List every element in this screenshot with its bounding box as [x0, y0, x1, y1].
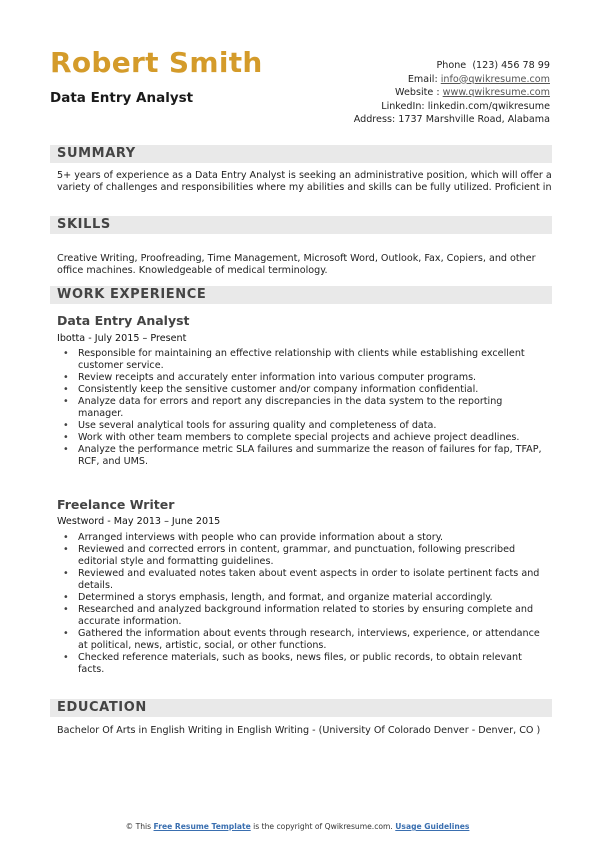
job-2-meta: Westword - May 2013 – June 2015: [57, 516, 221, 527]
contact-website: [354, 86, 550, 100]
experience-heading: WORK EXPERIENCE: [57, 287, 207, 302]
email-link[interactable]: info@qwikresume.com: [440, 73, 550, 85]
contact-address: [354, 113, 550, 127]
experience-section-bar: [50, 286, 552, 304]
education-text: Bachelor Of Arts in English Writing in English Writing - (University Of Colorado Denver - Denver, CO ): [57, 725, 541, 736]
job-2-bullets: [57, 532, 547, 676]
linkedin-label: LinkedIn:: [381, 100, 425, 112]
list-item: • Work with other team members to complete special projects and achieve project deadlines.: [57, 432, 547, 444]
page-footer: [0, 822, 595, 831]
list-item: • Determined a storys emphasis, length, and format, and organize material accordingly.: [57, 592, 547, 604]
job-2-role: Freelance Writer: [57, 497, 175, 512]
list-item: • Researched and analyzed background information related to stories by ensuring complete and accurate information.: [57, 604, 547, 628]
list-item: • Responsible for maintaining an effective relationship with clients while establishing excellent customer service.: [57, 348, 547, 372]
candidate-title: Data Entry Analyst: [50, 90, 194, 106]
summary-section-bar: [50, 145, 552, 163]
footer-middle: is the copyright of Qwikresume.com.: [253, 822, 393, 831]
footer-guidelines-link[interactable]: Usage Guidelines: [395, 822, 470, 831]
linkedin-value: linkedin.com/qwikresume: [427, 100, 550, 112]
candidate-name: Robert Smith: [50, 46, 263, 79]
list-item: • Reviewed and corrected errors in content, grammar, and punctuation, following prescribed editorial style and formatting guidelines.: [57, 544, 547, 568]
footer-prefix: © This: [125, 822, 152, 831]
phone-label: Phone: [436, 60, 467, 71]
list-item: • Arranged interviews with people who can provide information about a story.: [57, 532, 547, 544]
list-item: • Review receipts and accurately enter information into various computer programs.: [57, 372, 547, 384]
list-item: • Use several analytical tools for assuring quality and completeness of data.: [57, 420, 547, 432]
address-label: Address:: [353, 114, 396, 126]
website-link[interactable]: www.qwikresume.com: [442, 87, 550, 99]
summary-text: 5+ years of experience as a Data Entry Analyst is seeking an administrative position, which will offer a variety of challenges and responsibilities where my abilities and skills can be fully utilized. Proficient in: [57, 170, 552, 193]
footer-template-link[interactable]: Free Resume Template: [153, 822, 251, 831]
list-item: • Gathered the information about events through research, interviews, experience, or attendance at political, news, artistic, social, or other functions.: [57, 628, 547, 652]
education-heading: EDUCATION: [57, 700, 147, 715]
website-label: Website :: [395, 87, 440, 99]
phone-value: (123) 456 78 99: [472, 60, 550, 71]
address-value: 1737 Marshville Road, Alabama: [398, 114, 550, 126]
contact-email: [354, 73, 550, 87]
education-section-bar: [50, 699, 552, 717]
list-item: • Analyze data for errors and report any discrepancies in the data system to the reporting manager.: [57, 396, 547, 420]
job-1-role: Data Entry Analyst: [57, 313, 190, 328]
list-item: • Checked reference materials, such as books, news files, or public records, to obtain relevant facts.: [57, 652, 547, 676]
contact-linkedin: [354, 100, 550, 114]
job-1-meta: Ibotta - July 2015 – Present: [57, 333, 187, 344]
skills-heading: SKILLS: [57, 217, 111, 232]
contact-block: [354, 59, 550, 127]
skills-section-bar: [50, 216, 552, 234]
job-1-bullets: [57, 348, 547, 468]
list-item: • Consistently keep the sensitive customer and/or company information confidential.: [57, 384, 547, 396]
summary-heading: SUMMARY: [57, 146, 136, 161]
list-item: • Reviewed and evaluated notes taken about event aspects in order to isolate pertinent facts and details.: [57, 568, 547, 592]
skills-text: Creative Writing, Proofreading, Time Management, Microsoft Word, Outlook, Fax, Copiers, and other office machines. Knowledgeable of medical terminology.: [57, 253, 536, 276]
list-item: • Analyze the performance metric SLA failures and summarize the reason of failures for fap, TFAP, RCF, and UMS.: [57, 444, 547, 468]
email-label: Email:: [407, 73, 438, 85]
contact-phone: [354, 59, 550, 73]
